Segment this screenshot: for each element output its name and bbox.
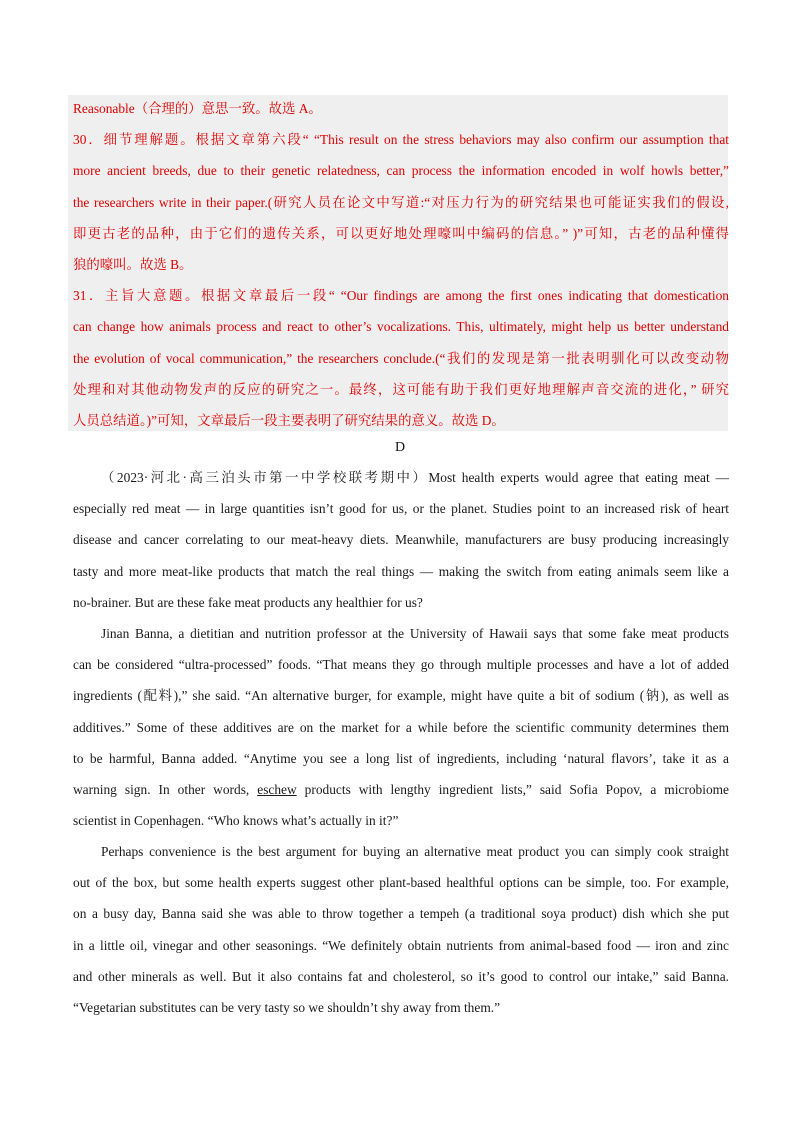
answer-line: 狼的嚎叫。故选 B。 <box>73 256 193 272</box>
passage-line: tasty and more meat-like products that match the real things — making the switch from eating animals seem like a <box>73 563 729 579</box>
answer-line: 人员总结道。)”可知，文章最后一段主要表明了研究结果的意义。故选 D。 <box>73 412 505 428</box>
passage-text: products with lengthy ingredient lists,” said Sofia Popov, a microbiome <box>296 781 729 797</box>
passage-line: and other minerals as well. But it also contains fat and cholesterol, so it’s good to control our intake,” said Banna. <box>73 968 729 984</box>
passage-line: Jinan Banna, a dietitian and nutrition professor at the University of Hawaii says that some fake meat products <box>101 626 729 641</box>
passage-line: especially red meat — in large quantities isn’t good for us, or the planet. Studies point to an increased risk of heart <box>73 501 729 517</box>
passage-line: in a little oil, vinegar and other seasonings. “We definitely obtain nutrients from animal-based food — iron and zinc <box>73 937 729 953</box>
passage-line: additives.” Some of these additives are on the market for a while before the scientific community determines them <box>73 719 729 735</box>
answer-line: the evolution of vocal communication,” the researchers conclude.(“我们的发现是第一批表明驯化可以改变动物 <box>73 350 729 366</box>
passage-line: scientist in Copenhagen. “Who knows what’s actually in it?” <box>73 813 399 829</box>
passage-line: （2023·河北·高三泊头市第一中学校联考期中）Most health experts would agree that eating meat — <box>101 470 729 485</box>
answer-explanation <box>73 93 729 436</box>
passage-paragraph-2 <box>73 618 729 836</box>
passage-line: out of the box, but some health experts suggest other plant-based healthful options can be simple, too. For example, <box>73 875 729 891</box>
answer-line: Reasonable（合理的）意思一致。故选 A。 <box>73 101 322 116</box>
answer-line: 处理和对其他动物发声的反应的研究之一。最终，这可能有助于我们更好地理解声音交流的进化，” 研究 <box>73 381 729 397</box>
passage-text: warning sign. In other words, <box>73 781 258 797</box>
passage-line <box>73 774 729 805</box>
passage-line: to be harmful, Banna added. “Anytime you see a long list of ingredients, including ‘natural flavors’, take it as a <box>73 750 729 766</box>
section-heading: D <box>394 440 406 455</box>
answer-line: the researchers write in their paper.(研究人员在论文中写道:“对压力行为的研究结果也可能证实我们的假设, <box>73 194 729 210</box>
answer-line: 31．主旨大意题。根据文章最后一段“ “Our findings are among the first ones indicating that domestication <box>73 288 729 304</box>
passage-line: ingredients (配料),” she said. “An alternative burger, for example, might have quite a bit of sodium (钠), as well as <box>73 688 729 704</box>
answer-line: 即更古老的品种，由于它们的遗传关系，可以更好地处理嚎叫中编码的信息。” )”可知，古老的品种懂得 <box>73 225 729 241</box>
vocabulary-word-eschew: eschew <box>257 781 297 797</box>
passage-line: on a busy day, Banna said she was able to throw together a tempeh (a traditional soya product) dish which she put <box>73 906 729 922</box>
passage-line: Perhaps convenience is the best argument for buying an alternative meat product you can simply cook straight <box>101 844 729 859</box>
passage-paragraph-3 <box>73 836 729 1023</box>
answer-line: more ancient breeds, due to their genetic relatedness, can process the information encoded in wolf howls better,” <box>73 163 729 179</box>
passage-paragraph-1 <box>73 462 729 618</box>
answer-line: can change how animals process and react to other’s vocalizations. This, ultimately, might help us better understand <box>73 319 729 335</box>
passage-line: “Vegetarian substitutes can be very tasty so we shouldn’t shy away from them.” <box>73 999 501 1015</box>
passage-line: no-brainer. But are these fake meat products any healthier for us? <box>73 594 423 610</box>
answer-line: 30．细节理解题。根据文章第六段“ “This result on the stress behaviors may also confirm our assumption that <box>73 132 729 148</box>
passage-line: disease and cancer correlating to our meat-heavy diets. Meanwhile, manufacturers are busy producing increasingly <box>73 532 729 548</box>
passage-line: can be considered “ultra-processed” foods. “That means they go through multiple processes and have a lot of added <box>73 657 729 673</box>
